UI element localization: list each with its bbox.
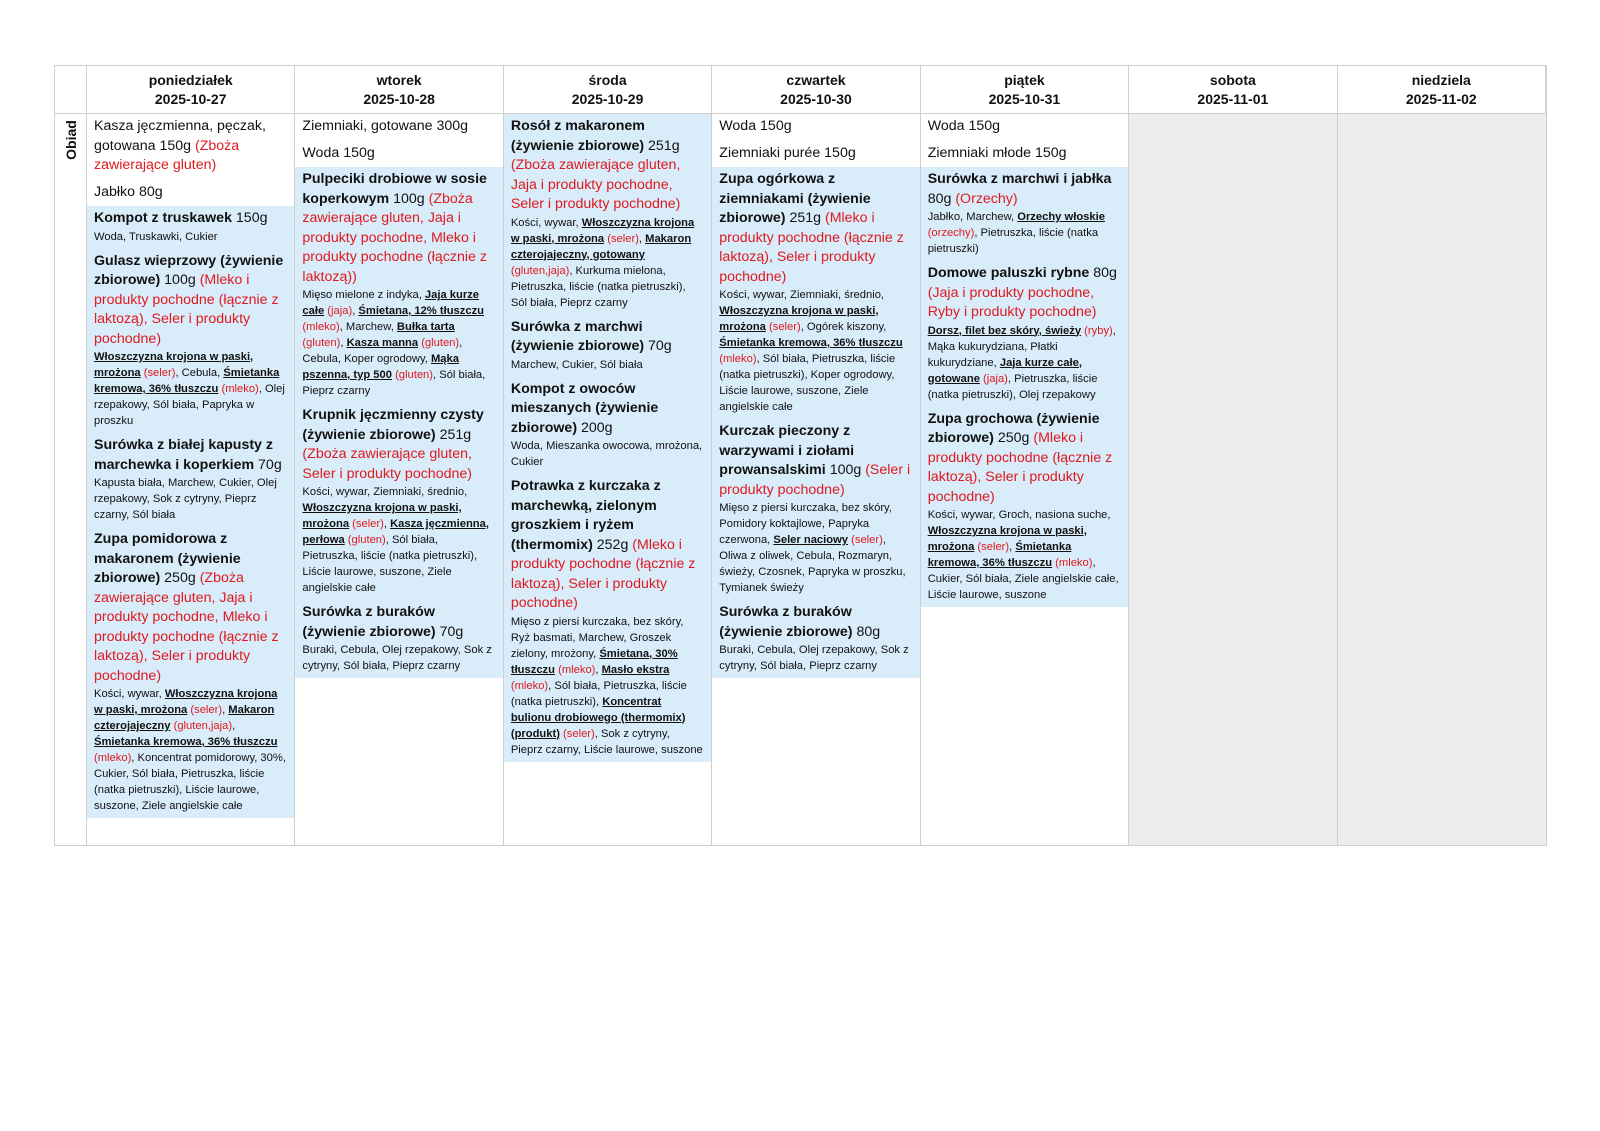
meal-item xyxy=(921,261,1128,407)
meal-title-line xyxy=(302,406,495,484)
ingredient-allergen: (seler) xyxy=(140,367,176,379)
meal-weight: 150g xyxy=(824,144,856,161)
ingredient-highlight: Włoszczyzna krojona w paski, mrożona xyxy=(94,688,278,716)
row-label-text: Obiad xyxy=(63,120,79,160)
meal-allergens: (Mleko i produkty pochodne (łącznie z laktozą), Seler i produkty pochodne) xyxy=(94,272,279,347)
meal-name: Kurczak pieczony z warzywami i ziołami prowansalskimi xyxy=(719,423,855,478)
ingredient-text: , Sól biała, Pietruszka, liście (natka pietruszki), xyxy=(510,679,687,708)
meal-row-label xyxy=(55,114,87,845)
ingredient-highlight: Śmietana, 12% tłuszczu xyxy=(358,305,484,317)
meal-name: Kompot z truskawek xyxy=(94,210,232,226)
ingredient-allergen: (mleko) xyxy=(302,321,340,333)
meal-name: Krupnik jęczmienny czysty (żywienie zbiorowe) xyxy=(302,407,484,443)
ingredient-highlight: Włoszczyzna krojona w paski, mrożona xyxy=(302,502,462,530)
ingredient-allergen: (ryby) xyxy=(1081,324,1113,337)
ingredient-allergen: (jaja) xyxy=(979,372,1008,385)
meal-title-line xyxy=(302,144,495,164)
ingredient-highlight: Dorsz, filet bez skóry, świeży xyxy=(927,324,1082,337)
ingredient-allergen: (gluten) xyxy=(391,369,434,381)
ingredient-allergen: (jaja) xyxy=(324,305,353,317)
ingredient-highlight: Bułka tarta xyxy=(396,321,455,333)
ingredient-text: Mięso z piersi kurczaka, bez skóry, Pomidory koktajlowe, Papryka czerwona, xyxy=(719,502,892,546)
meal-item xyxy=(712,419,919,600)
ingredient-text: Mięso mielone z indyka, xyxy=(302,289,425,301)
ingredient-highlight: Seler naciowy xyxy=(773,534,849,546)
meal-item xyxy=(921,141,1128,168)
meal-ingredients xyxy=(94,229,287,245)
meal-ingredients xyxy=(719,500,912,596)
meal-item xyxy=(921,167,1128,261)
ingredient-highlight: Śmietanka kremowa, 36% tłuszczu xyxy=(927,541,1072,569)
meal-item xyxy=(712,141,919,168)
meal-weight: 70g xyxy=(258,456,282,473)
meal-name: Kasza jęczmienna, pęczak, gotowana xyxy=(94,118,266,154)
meal-name: Surówka z marchwi i jabłka xyxy=(927,171,1112,187)
meal-name: Zupa pomidorowa z makaronem (żywienie zbiorowe) xyxy=(94,531,241,586)
meal-ingredients xyxy=(302,287,495,399)
ingredient-highlight: Włoszczyzna krojona w paski, mrożona xyxy=(94,351,254,379)
meal-item xyxy=(504,114,711,315)
ingredient-highlight: Włoszczyzna krojona w paski, mrożona xyxy=(719,305,879,333)
day-header-sunday xyxy=(1338,66,1546,114)
meal-name: Kompot z owoców mieszanych (żywienie zbiorowe) xyxy=(510,380,659,436)
weekly-menu-table xyxy=(54,65,1547,846)
day-column-friday xyxy=(921,114,1129,845)
ingredient-highlight: Makaron czterojajeczny xyxy=(94,704,275,732)
meal-item xyxy=(87,433,294,527)
ingredient-text: , xyxy=(352,305,359,317)
meal-item xyxy=(712,600,919,678)
meal-allergens: (Zboża zawierające gluten, Seler i produkty pochodne) xyxy=(302,446,472,482)
meal-item xyxy=(504,474,711,762)
ingredient-highlight: Włoszczyzna krojona w paski, mrożona xyxy=(927,525,1087,553)
meal-title-line xyxy=(719,117,912,137)
ingredient-highlight: Koncentrat bulionu drobiowego (thermomix) (produkt) xyxy=(510,695,686,740)
meal-title-line xyxy=(928,117,1121,137)
day-column-monday xyxy=(87,114,295,845)
meal-name: Ziemniaki, gotowane xyxy=(302,118,433,134)
meal-ingredients xyxy=(94,686,287,814)
meal-item xyxy=(87,527,294,818)
ingredient-text: , Cebula, xyxy=(175,367,224,379)
day-header-thursday xyxy=(712,66,920,114)
meal-title-line xyxy=(511,117,704,215)
meal-item xyxy=(295,403,502,600)
ingredient-text: Jabłko, Marchew, xyxy=(927,211,1018,223)
day-header-wednesday xyxy=(504,66,712,114)
meal-weight: 80g xyxy=(1093,265,1117,281)
ingredient-text: Buraki, Cebula, Olej rzepakowy, Sok z cytryny, Sól biała, Pieprz czarny xyxy=(302,644,492,672)
meal-name: Woda xyxy=(719,118,757,134)
ingredient-text: , xyxy=(638,232,646,245)
meal-item xyxy=(295,141,502,168)
ingredient-text: , xyxy=(383,518,391,530)
day-name: sobota xyxy=(1209,71,1256,88)
ingredient-highlight: Śmietanka kremowa, 36% tłuszczu xyxy=(94,367,280,395)
meal-item xyxy=(712,167,919,419)
meal-title-line xyxy=(719,603,912,642)
meal-item xyxy=(87,249,294,434)
ingredient-text: , Kurkuma mielona, Pietruszka, liście (natka pietruszki), Sól biała, Pieprz czarny xyxy=(510,264,686,309)
meal-name: Pulpeciki drobiowe w sosie koperkowym xyxy=(302,171,487,207)
day-date: 2025-10-27 xyxy=(154,90,227,107)
ingredient-text: Kości, wywar, Ziemniaki, średnio, xyxy=(302,486,468,498)
ingredient-highlight: Orzechy włoskie xyxy=(1017,211,1105,223)
meal-title-line xyxy=(719,170,912,287)
ingredient-highlight: Makaron czterojajeczny, gotowany xyxy=(510,232,692,261)
ingredient-highlight: Śmietana, 30% tłuszczu xyxy=(510,647,678,676)
day-name: wtorek xyxy=(376,71,422,88)
meal-title-line xyxy=(719,422,912,500)
ingredient-highlight: Kasza manna xyxy=(346,337,419,349)
meal-allergens: (Zboża zawierające gluten, Jaja i produkty pochodne, Mleko i produkty pochodne (łącznie z laktozą), Seler i produkty pochodne) xyxy=(94,570,279,684)
meal-title-line xyxy=(94,209,287,229)
meal-allergens: (Jaja i produkty pochodne, Ryby i produkty pochodne) xyxy=(927,284,1097,320)
meal-title-line xyxy=(94,183,287,203)
meal-item xyxy=(87,180,294,207)
meal-weight: 100g xyxy=(829,462,862,478)
meal-weight: 100g xyxy=(393,190,425,207)
ingredient-allergen: (seler) xyxy=(848,534,883,546)
meal-item xyxy=(921,114,1128,141)
ingredient-highlight: Kasza jęczmienna, perłowa xyxy=(302,518,489,546)
meal-weight: 251g xyxy=(648,137,680,154)
ingredient-highlight: Jaja kurze całe xyxy=(302,289,480,317)
day-name: czwartek xyxy=(786,71,846,88)
meal-weight: 251g xyxy=(439,426,472,443)
meal-weight: 150g xyxy=(343,144,375,161)
day-date: 2025-11-01 xyxy=(1197,90,1269,107)
ingredient-text: Buraki, Cebula, Olej rzepakowy, Sok z cytryny, Sól biała, Pieprz czarny xyxy=(719,644,909,672)
meal-name: Surówka z buraków (żywienie zbiorowe) xyxy=(719,604,853,640)
meal-ingredients xyxy=(511,614,704,758)
ingredient-text: , Cebula, Koper ogrodowy, xyxy=(302,337,463,365)
day-header-friday xyxy=(921,66,1129,114)
ingredient-allergen: (seler) xyxy=(765,321,801,333)
ingredient-text: , Pietruszka, liście (natka pietruszki) xyxy=(927,227,1099,255)
meal-ingredients xyxy=(302,484,495,596)
meal-weight: 300g xyxy=(436,118,469,134)
day-header-monday xyxy=(87,66,295,114)
meal-item xyxy=(295,600,502,678)
day-column-wednesday xyxy=(504,114,712,845)
ingredient-allergen: (mleko) xyxy=(1052,557,1093,569)
day-column-thursday xyxy=(712,114,920,845)
ingredient-text: , Sok z cytryny, Pieprz czarny, Liście laurowe, suszone xyxy=(510,727,703,756)
meal-name: Zupa ogórkowa z ziemniakami (żywienie zbiorowe) xyxy=(719,171,871,226)
ingredient-allergen: (seler) xyxy=(559,727,595,740)
meal-weight: 80g xyxy=(138,183,163,200)
meal-weight: 80g xyxy=(927,190,952,207)
meal-title-line xyxy=(511,318,704,357)
meal-title-line xyxy=(94,436,287,475)
day-date: 2025-11-02 xyxy=(1405,90,1477,107)
meal-weight: 150g xyxy=(1034,144,1067,161)
day-header-tuesday xyxy=(295,66,503,114)
meal-title-line xyxy=(302,603,495,642)
meal-weight: 251g xyxy=(789,210,822,226)
ingredient-allergen: (gluten,jaja) xyxy=(170,720,233,732)
ingredient-allergen: (gluten,jaja) xyxy=(510,264,570,277)
meal-weight: 150g xyxy=(235,210,268,226)
meal-weight: 100g xyxy=(164,272,196,288)
ingredient-text: , Ogórek kiszony, xyxy=(800,321,887,333)
meal-title-line xyxy=(928,264,1121,323)
meal-item xyxy=(295,114,502,141)
ingredient-highlight: Śmietanka kremowa, 36% tłuszczu xyxy=(719,337,903,349)
table-corner xyxy=(55,66,87,114)
day-name: niedziela xyxy=(1411,71,1471,88)
ingredient-highlight: Mąka pszenna, typ 500 xyxy=(302,353,459,381)
ingredient-text: Kości, wywar, xyxy=(510,216,582,229)
ingredient-allergen: (gluten) xyxy=(418,337,460,349)
ingredient-text: , Cukier, Sól biała, Ziele angielskie całe, Liście laurowe, suszone xyxy=(927,557,1119,601)
meal-ingredients xyxy=(94,349,287,429)
meal-name: Rosół z makaronem (żywienie zbiorowe) xyxy=(510,118,645,154)
meal-ingredients xyxy=(928,209,1121,257)
meal-allergens: (Zboża zawierające gluten, Jaja i produkty pochodne, Seler i produkty pochodne) xyxy=(510,157,681,212)
meal-item xyxy=(504,377,711,475)
meal-allergens: (Mleko i produkty pochodne (łącznie z laktozą), Seler i produkty pochodne) xyxy=(719,210,904,285)
meal-weight: 150g xyxy=(159,137,192,154)
ingredient-text: , xyxy=(1009,541,1016,553)
meal-name: Potrawka z kurczaka z marchewką, zielonym groszkiem i ryżem (thermomix) xyxy=(510,478,661,553)
meal-item xyxy=(87,114,294,180)
meal-title-line xyxy=(719,144,912,164)
ingredient-allergen: (seler) xyxy=(349,518,384,530)
meal-title-line xyxy=(928,170,1121,209)
meal-item xyxy=(504,315,711,377)
meal-title-line xyxy=(302,117,495,137)
meal-name: Gulasz wieprzowy (żywienie zbiorowe) xyxy=(94,252,284,288)
meal-name: Ziemniaki młode xyxy=(927,144,1031,161)
ingredient-text: Kości, wywar, Ziemniaki, średnio, xyxy=(719,289,885,301)
ingredient-allergen: (seler) xyxy=(604,232,639,245)
ingredient-text: , Sól biała, Pietruszka, liście (natka pietruszki), Liście laurowe, suszone, Ziele angielskie całe xyxy=(302,534,478,594)
meal-title-line xyxy=(94,117,287,176)
ingredient-text: , Sól biała, Pieprz czarny xyxy=(302,369,486,397)
day-name: piątek xyxy=(1004,71,1045,88)
meal-ingredients xyxy=(928,507,1121,603)
meal-allergens: (Orzechy) xyxy=(955,190,1018,207)
day-name: poniedziałek xyxy=(148,71,233,88)
meal-ingredients xyxy=(302,642,495,674)
ingredient-allergen: (mleko) xyxy=(94,752,132,764)
day-date: 2025-10-28 xyxy=(363,90,435,107)
ingredient-allergen: (mleko) xyxy=(554,663,596,676)
ingredient-allergen: (orzechy) xyxy=(927,227,975,239)
ingredient-text: Kości, wywar, Groch, nasiona suche, xyxy=(927,509,1111,521)
day-date: 2025-10-31 xyxy=(988,90,1061,107)
meal-weight: 70g xyxy=(648,338,672,354)
meal-allergens: (Mleko i produkty pochodne (łącznie z laktozą), Seler i produkty pochodne) xyxy=(510,536,696,611)
ingredient-text: , Koncentrat pomidorowy, 30%, Cukier, Sól biała, Pietruszka, liście (natka pietruszki), Liście laurowe, suszone, Ziele angielskie całe xyxy=(94,752,286,812)
meal-weight: 252g xyxy=(596,536,629,553)
ingredient-text: , Mąka kukurydziana, Płatki kukurydziane, xyxy=(927,324,1116,369)
meal-ingredients xyxy=(511,215,704,311)
ingredient-text: , xyxy=(222,704,229,716)
meal-title-line xyxy=(94,530,287,686)
ingredient-text: Woda, Truskawki, Cukier xyxy=(94,230,218,243)
meal-item xyxy=(295,167,502,403)
ingredient-highlight: Śmietanka kremowa, 36% tłuszczu xyxy=(94,736,278,748)
meal-title-line xyxy=(302,170,495,287)
meal-weight: 250g xyxy=(997,430,1030,446)
ingredient-text: Kości, wywar, xyxy=(94,688,165,700)
ingredient-text: , Pietruszka, liście (natka pietruszki), Olej rzepakowy xyxy=(927,372,1098,401)
ingredient-highlight: Masło ekstra xyxy=(601,663,670,676)
meal-allergens: (Zboża zawierające gluten, Jaja i produkty pochodne, Mleko i produkty pochodne (łącznie z laktozą)) xyxy=(302,190,487,285)
meal-name: Zupa grochowa (żywienie zbiorowe) xyxy=(927,410,1100,446)
ingredient-allergen: (seler) xyxy=(187,704,223,716)
day-column-saturday xyxy=(1129,114,1337,845)
ingredient-allergen: (gluten) xyxy=(302,337,341,349)
meal-ingredients xyxy=(719,642,912,674)
day-column-sunday xyxy=(1338,114,1546,845)
ingredient-allergen: (gluten) xyxy=(344,534,386,546)
meal-name: Woda xyxy=(302,144,340,161)
day-name: środa xyxy=(588,71,627,88)
ingredient-text: , Sól biała, Pietruszka, liście (natka pietruszki), Koper ogrodowy, Liście laurowe, suszone, Ziele angielskie całe xyxy=(719,353,896,413)
ingredient-text: , Olej rzepakowy, Sól biała, Papryka w proszku xyxy=(94,383,285,427)
ingredient-allergen: (mleko) xyxy=(510,679,549,692)
meal-item xyxy=(712,114,919,141)
ingredient-text: Marchew, Cukier, Sól biała xyxy=(510,358,643,371)
meal-weight: 250g xyxy=(164,570,196,586)
day-date: 2025-10-30 xyxy=(780,90,852,107)
meal-ingredients xyxy=(928,323,1121,403)
day-header-saturday xyxy=(1129,66,1337,114)
day-column-tuesday xyxy=(295,114,503,845)
ingredient-text: Mięso z piersi kurczaka, bez skóry, Ryż basmati, Marchew, Groszek zielony, mrożony, xyxy=(510,615,684,660)
ingredient-text: , Marchew, xyxy=(339,321,397,333)
meal-ingredients xyxy=(511,438,704,470)
day-date: 2025-10-29 xyxy=(571,90,644,107)
meal-item xyxy=(87,206,294,249)
meal-weight: 80g xyxy=(856,623,881,640)
meal-name: Jabłko xyxy=(94,183,136,200)
meal-allergens: (Seler i produkty pochodne) xyxy=(719,462,911,498)
ingredient-highlight: Włoszczyzna krojona w paski, mrożona xyxy=(510,216,695,245)
meal-weight: 150g xyxy=(968,118,1001,134)
ingredient-text: Kapusta biała, Marchew, Cukier, Olej rzepakowy, Sok z cytryny, Pieprz czarny, Sól biała xyxy=(94,477,277,521)
meal-name: Domowe paluszki rybne xyxy=(927,265,1090,281)
ingredient-highlight: Jaja kurze całe, gotowane xyxy=(927,356,1082,385)
ingredient-text: , xyxy=(340,337,347,349)
meal-weight: 200g xyxy=(581,419,613,436)
meal-name: Surówka z marchwi (żywienie zbiorowe) xyxy=(510,318,645,354)
meal-name: Ziemniaki purée xyxy=(719,144,821,161)
meal-allergens: (Mleko i produkty pochodne (łącznie z laktozą), Seler i produkty pochodne) xyxy=(927,430,1113,505)
meal-title-line xyxy=(928,144,1121,164)
meal-name: Woda xyxy=(927,118,965,134)
meal-ingredients xyxy=(719,287,912,415)
ingredient-text: , xyxy=(595,663,602,676)
meal-ingredients xyxy=(511,357,704,373)
ingredient-text: , xyxy=(232,720,236,732)
meal-allergens: (Zboża zawierające gluten) xyxy=(94,137,240,173)
meal-ingredients xyxy=(94,475,287,523)
ingredient-allergen: (mleko) xyxy=(719,353,757,365)
ingredient-text: Woda, Mieszanka owocowa, mrożona, Cukier xyxy=(510,440,703,468)
meal-title-line xyxy=(511,380,704,439)
meal-weight: 70g xyxy=(439,623,464,640)
ingredient-allergen: (mleko) xyxy=(218,383,259,395)
meal-name: Surówka z buraków (żywienie zbiorowe) xyxy=(302,604,436,640)
meal-name: Surówka z białej kapusty z marchewka i koperkiem xyxy=(94,437,273,473)
meal-title-line xyxy=(928,410,1121,508)
meal-title-line xyxy=(511,477,704,614)
meal-item xyxy=(921,407,1128,608)
ingredient-text: , Oliwa z oliwek, Cebula, Rozmaryn, świeży, Czosnek, Papryka w proszku, Tymianek świeży xyxy=(719,534,906,594)
meal-title-line xyxy=(94,252,287,350)
meal-weight: 150g xyxy=(760,118,792,134)
ingredient-allergen: (seler) xyxy=(974,541,1010,553)
